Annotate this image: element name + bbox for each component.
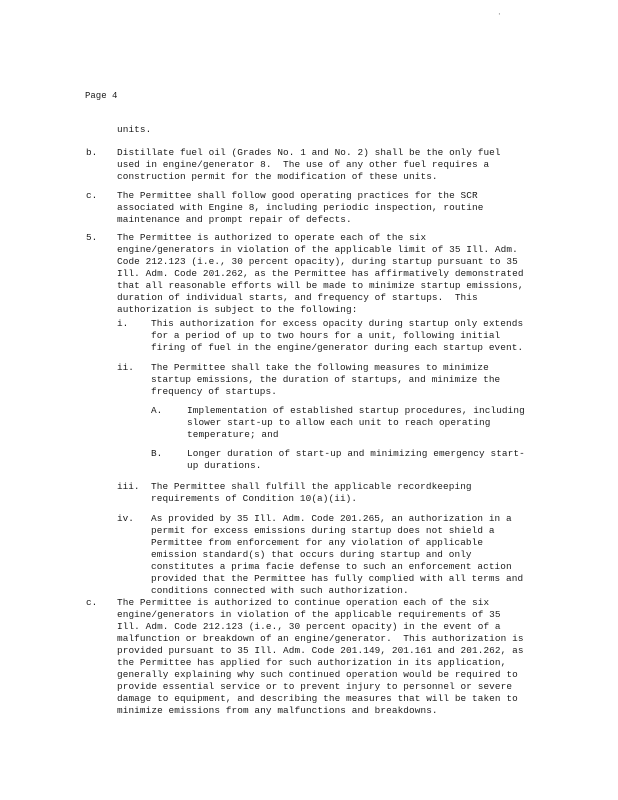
item-line: Ill. Adm. Code 201.262, as the Permittee has affirmatively demonstrated [117,268,524,279]
item-line: malfunction or breakdown of an engine/generator. This authorization is [117,633,524,644]
item-line: associated with Engine 8, including periodic inspection, routine [117,202,484,213]
item-line: engine/generators in violation of the applicable requirements of 35 [117,609,501,620]
subitem-line: startup emissions, the duration of startups, and minimize the [151,374,501,385]
subsubitem-line: slower start-up to allow each unit to reach operating [187,417,491,428]
subitem-label: iii. [117,481,140,492]
item-line: The Permittee is authorized to operate each of the six [117,232,427,243]
item-line: engine/generators in violation of the applicable limit of 35 Ill. Adm. [117,244,518,255]
subitem-line: As provided by 35 Ill. Adm. Code 201.265, an authorization in a [151,513,512,524]
item-line: maintenance and prompt repair of defects. [117,214,352,225]
subitem-line: firing of fuel in the engine/generator during each startup event. [151,342,524,353]
item-line: Distillate fuel oil (Grades No. 1 and No. 2) shall be the only fuel [117,147,501,158]
subitem-line: The Permittee shall take the following measures to minimize [151,362,489,373]
subsubitem-label: B. [151,448,163,459]
page-mark: · [497,10,502,19]
subitem-line: Permittee from enforcement for any violation of applicable [151,537,484,548]
subitem-line: The Permittee shall fulfill the applicable recordkeeping [151,481,472,492]
item-line: authorization is subject to the following: [117,304,358,315]
item-line: construction permit for the modification of these units. [117,171,438,182]
item-line: Code 212.123 (i.e., 30 percent opacity), during startup pursuant to 35 [117,256,518,267]
item-label: c. [86,190,98,201]
subitem-label: iv. [117,513,134,524]
subitem-line: for a period of up to two hours for a unit, following initial [151,330,501,341]
subitem-label: ii. [117,362,134,373]
item-line: The Permittee shall follow good operating practices for the SCR [117,190,478,201]
item-line: that all reasonable efforts will be made to minimize startup emissions, [117,280,524,291]
item-line: used in engine/generator 8. The use of any other fuel requires a [117,159,490,170]
subitem-line: constitutes a prima facie defense to such an enforcement action [151,561,512,572]
item-label: 5. [86,232,98,243]
subsubitem-line: Implementation of established startup procedures, including [187,405,525,416]
subitem-line: permit for excess emissions during startup does not shield a [151,525,495,536]
item-label: c. [86,597,98,608]
subitem-line: emission standard(s) that occurs during startup and only [151,549,472,560]
page-header: Page 4 [85,91,118,101]
subsubitem-line: up durations. [187,460,262,471]
item-line: the Permittee has applied for such authorization in its application, [117,657,507,668]
item-label: b. [86,147,98,158]
item-line: minimize emissions from any malfunctions and breakdowns. [117,705,438,716]
subitem-line: provided that the Permittee has fully complied with all terms and [151,573,524,584]
subsubitem-line: temperature; and [187,429,279,440]
item-line: The Permittee is authorized to continue operation each of the six [117,597,490,608]
subitem-line: requirements of Condition 10(a)(ii). [151,493,358,504]
subitem-label: i. [117,318,129,329]
item-line: Ill. Adm. Code 212.123 (i.e., 30 percent opacity) in the event of a [117,621,501,632]
subsubitem-label: A. [151,405,163,416]
item-line: provide essential service or to prevent injury to personnel or severe [117,681,513,692]
continuation-text: units. [117,124,152,135]
subitem-line: This authorization for excess opacity during startup only extends [151,318,524,329]
item-line: damage to equipment, and describing the measures that will be taken to [117,693,518,704]
item-line: duration of individual starts, and frequency of startups. This [117,292,478,303]
item-line: provided pursuant to 35 Ill. Adm. Code 201.149, 201.161 and 201.262, as [117,645,524,656]
subitem-line: frequency of startups. [151,386,277,397]
subsubitem-line: Longer duration of start-up and minimizing emergency start- [187,448,525,459]
subitem-line: conditions connected with such authorization. [151,585,409,596]
item-line: generally explaining why such continued operation would be required to [117,669,518,680]
